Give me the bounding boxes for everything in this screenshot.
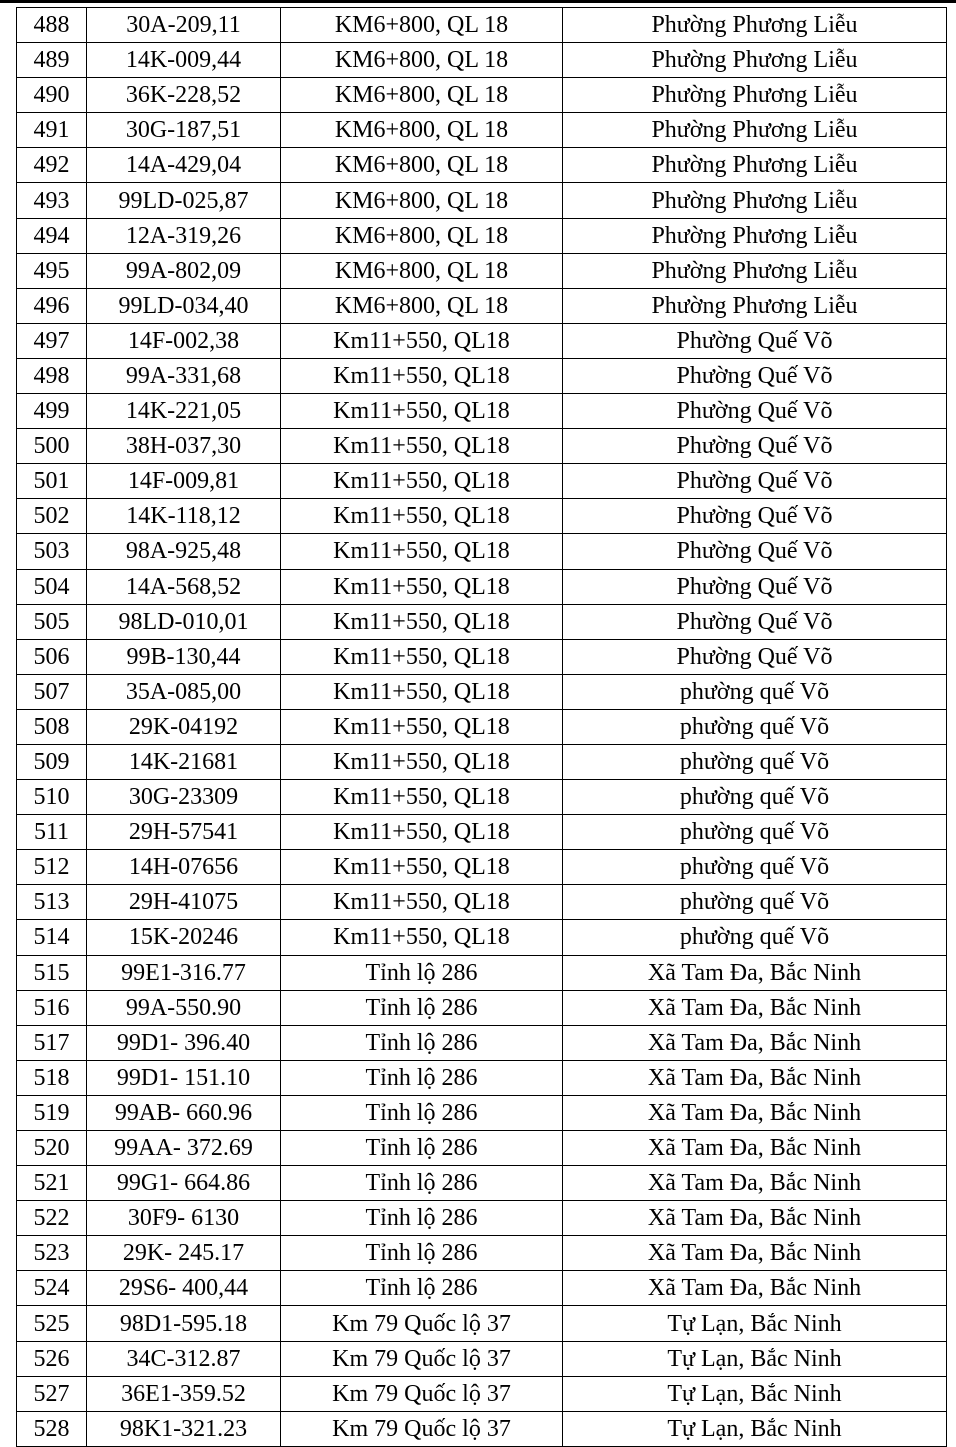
- license-plate-cell: 98A-925,48: [87, 534, 281, 569]
- location-cell: Km11+550, QL18: [281, 464, 563, 499]
- license-plate-cell: 99A-331,68: [87, 358, 281, 393]
- row-number-cell: 519: [17, 1095, 87, 1130]
- ward-cell: Xã Tam Đa, Bắc Ninh: [563, 1095, 947, 1130]
- ward-cell: Tự Lạn, Bắc Ninh: [563, 1306, 947, 1341]
- table-row: [17, 464, 947, 499]
- table-row: [17, 920, 947, 955]
- row-number-cell: 521: [17, 1166, 87, 1201]
- location-cell: Km11+550, QL18: [281, 604, 563, 639]
- table-row: [17, 990, 947, 1025]
- license-plate-cell: 14K-21681: [87, 744, 281, 779]
- location-cell: Tỉnh lộ 286: [281, 1025, 563, 1060]
- table-row: [17, 1025, 947, 1060]
- row-number-cell: 505: [17, 604, 87, 639]
- table-row: [17, 850, 947, 885]
- location-cell: Tỉnh lộ 286: [281, 1201, 563, 1236]
- table-row: [17, 394, 947, 429]
- license-plate-cell: 99E1-316.77: [87, 955, 281, 990]
- location-cell: KM6+800, QL 18: [281, 218, 563, 253]
- license-plate-cell: 98LD-010,01: [87, 604, 281, 639]
- ward-cell: Phường Phương Liễu: [563, 218, 947, 253]
- row-number-cell: 501: [17, 464, 87, 499]
- table-row: [17, 288, 947, 323]
- license-plate-cell: 29H-41075: [87, 885, 281, 920]
- row-number-cell: 496: [17, 288, 87, 323]
- ward-cell: Phường Quế Võ: [563, 358, 947, 393]
- location-cell: Km11+550, QL18: [281, 358, 563, 393]
- location-cell: KM6+800, QL 18: [281, 78, 563, 113]
- table-row: [17, 218, 947, 253]
- row-number-cell: 523: [17, 1236, 87, 1271]
- table-row: [17, 604, 947, 639]
- table-row: [17, 780, 947, 815]
- license-plate-cell: 34C-312.87: [87, 1341, 281, 1376]
- license-plate-cell: 99A-802,09: [87, 253, 281, 288]
- table-row: [17, 1341, 947, 1376]
- ward-cell: Phường Phương Liễu: [563, 43, 947, 78]
- table-row: [17, 674, 947, 709]
- row-number-cell: 518: [17, 1060, 87, 1095]
- license-plate-cell: 99B-130,44: [87, 639, 281, 674]
- location-cell: Km11+550, QL18: [281, 429, 563, 464]
- location-cell: Km11+550, QL18: [281, 499, 563, 534]
- ward-cell: Phường Phương Liễu: [563, 8, 947, 43]
- ward-cell: Xã Tam Đa, Bắc Ninh: [563, 1271, 947, 1306]
- violation-plates-table: [16, 7, 947, 1447]
- location-cell: Km11+550, QL18: [281, 394, 563, 429]
- table-row: [17, 253, 947, 288]
- ward-cell: Tự Lạn, Bắc Ninh: [563, 1411, 947, 1446]
- row-number-cell: 510: [17, 780, 87, 815]
- license-plate-cell: 29K-04192: [87, 709, 281, 744]
- ward-cell: phường quế Võ: [563, 709, 947, 744]
- top-border-rule: [0, 0, 956, 3]
- location-cell: Km11+550, QL18: [281, 815, 563, 850]
- location-cell: KM6+800, QL 18: [281, 43, 563, 78]
- ward-cell: Phường Quế Võ: [563, 394, 947, 429]
- ward-cell: phường quế Võ: [563, 815, 947, 850]
- license-plate-cell: 14H-07656: [87, 850, 281, 885]
- table-row: [17, 639, 947, 674]
- ward-cell: Phường Quế Võ: [563, 323, 947, 358]
- row-number-cell: 526: [17, 1341, 87, 1376]
- location-cell: Km11+550, QL18: [281, 323, 563, 358]
- license-plate-cell: 99D1- 396.40: [87, 1025, 281, 1060]
- license-plate-cell: 30G-23309: [87, 780, 281, 815]
- row-number-cell: 499: [17, 394, 87, 429]
- table-row: [17, 499, 947, 534]
- row-number-cell: 515: [17, 955, 87, 990]
- row-number-cell: 495: [17, 253, 87, 288]
- ward-cell: phường quế Võ: [563, 744, 947, 779]
- ward-cell: Xã Tam Đa, Bắc Ninh: [563, 1131, 947, 1166]
- location-cell: Tỉnh lộ 286: [281, 1131, 563, 1166]
- license-plate-cell: 14F-002,38: [87, 323, 281, 358]
- table-row: [17, 1060, 947, 1095]
- row-number-cell: 490: [17, 78, 87, 113]
- table-row: [17, 183, 947, 218]
- ward-cell: Phường Quế Võ: [563, 499, 947, 534]
- location-cell: Km11+550, QL18: [281, 885, 563, 920]
- location-cell: KM6+800, QL 18: [281, 288, 563, 323]
- row-number-cell: 504: [17, 569, 87, 604]
- license-plate-cell: 99D1- 151.10: [87, 1060, 281, 1095]
- license-plate-cell: 30F9- 6130: [87, 1201, 281, 1236]
- location-cell: Tỉnh lộ 286: [281, 1166, 563, 1201]
- table-row: [17, 113, 947, 148]
- license-plate-cell: 99A-550.90: [87, 990, 281, 1025]
- license-plate-cell: 14K-118,12: [87, 499, 281, 534]
- table-row: [17, 815, 947, 850]
- table-row: [17, 1166, 947, 1201]
- table-row: [17, 709, 947, 744]
- row-number-cell: 514: [17, 920, 87, 955]
- row-number-cell: 507: [17, 674, 87, 709]
- table-row: [17, 885, 947, 920]
- table-row: [17, 1306, 947, 1341]
- ward-cell: Tự Lạn, Bắc Ninh: [563, 1376, 947, 1411]
- location-cell: Km11+550, QL18: [281, 639, 563, 674]
- ward-cell: Phường Quế Võ: [563, 534, 947, 569]
- license-plate-cell: 14A-568,52: [87, 569, 281, 604]
- ward-cell: phường quế Võ: [563, 850, 947, 885]
- location-cell: KM6+800, QL 18: [281, 183, 563, 218]
- table-row: [17, 534, 947, 569]
- location-cell: Tỉnh lộ 286: [281, 1236, 563, 1271]
- ward-cell: Xã Tam Đa, Bắc Ninh: [563, 955, 947, 990]
- row-number-cell: 497: [17, 323, 87, 358]
- table-row: [17, 955, 947, 990]
- ward-cell: Xã Tam Đa, Bắc Ninh: [563, 1060, 947, 1095]
- row-number-cell: 494: [17, 218, 87, 253]
- license-plate-cell: 38H-037,30: [87, 429, 281, 464]
- row-number-cell: 527: [17, 1376, 87, 1411]
- license-plate-cell: 30G-187,51: [87, 113, 281, 148]
- ward-cell: Phường Quế Võ: [563, 464, 947, 499]
- table-body: [17, 8, 947, 1447]
- location-cell: Km11+550, QL18: [281, 920, 563, 955]
- ward-cell: Phường Phương Liễu: [563, 113, 947, 148]
- location-cell: Km 79 Quốc lộ 37: [281, 1306, 563, 1341]
- location-cell: Km11+550, QL18: [281, 850, 563, 885]
- location-cell: Km 79 Quốc lộ 37: [281, 1411, 563, 1446]
- location-cell: Km11+550, QL18: [281, 534, 563, 569]
- row-number-cell: 516: [17, 990, 87, 1025]
- ward-cell: Xã Tam Đa, Bắc Ninh: [563, 990, 947, 1025]
- license-plate-cell: 99AA- 372.69: [87, 1131, 281, 1166]
- location-cell: Km11+550, QL18: [281, 569, 563, 604]
- table-row: [17, 43, 947, 78]
- license-plate-cell: 12A-319,26: [87, 218, 281, 253]
- table-row: [17, 1376, 947, 1411]
- license-plate-cell: 29H-57541: [87, 815, 281, 850]
- license-plate-cell: 35A-085,00: [87, 674, 281, 709]
- license-plate-cell: 36K-228,52: [87, 78, 281, 113]
- location-cell: Tỉnh lộ 286: [281, 1271, 563, 1306]
- ward-cell: Phường Phương Liễu: [563, 288, 947, 323]
- location-cell: KM6+800, QL 18: [281, 113, 563, 148]
- location-cell: Km11+550, QL18: [281, 780, 563, 815]
- location-cell: Km11+550, QL18: [281, 674, 563, 709]
- ward-cell: Phường Phương Liễu: [563, 78, 947, 113]
- table-row: [17, 1271, 947, 1306]
- ward-cell: Xã Tam Đa, Bắc Ninh: [563, 1166, 947, 1201]
- license-plate-cell: 15K-20246: [87, 920, 281, 955]
- row-number-cell: 525: [17, 1306, 87, 1341]
- license-plate-cell: 14F-009,81: [87, 464, 281, 499]
- row-number-cell: 488: [17, 8, 87, 43]
- location-cell: Tỉnh lộ 286: [281, 990, 563, 1025]
- ward-cell: phường quế Võ: [563, 885, 947, 920]
- table-row: [17, 1411, 947, 1446]
- table-row: [17, 1236, 947, 1271]
- location-cell: Km 79 Quốc lộ 37: [281, 1341, 563, 1376]
- license-plate-cell: 14A-429,04: [87, 148, 281, 183]
- row-number-cell: 491: [17, 113, 87, 148]
- license-plate-cell: 14K-009,44: [87, 43, 281, 78]
- table-row: [17, 8, 947, 43]
- table-row: [17, 429, 947, 464]
- license-plate-cell: 29S6- 400,44: [87, 1271, 281, 1306]
- location-cell: Tỉnh lộ 286: [281, 955, 563, 990]
- ward-cell: Phường Phương Liễu: [563, 253, 947, 288]
- row-number-cell: 492: [17, 148, 87, 183]
- location-cell: KM6+800, QL 18: [281, 253, 563, 288]
- table-row: [17, 1201, 947, 1236]
- table-row: [17, 569, 947, 604]
- ward-cell: Phường Quế Võ: [563, 429, 947, 464]
- ward-cell: Xã Tam Đa, Bắc Ninh: [563, 1236, 947, 1271]
- ward-cell: Xã Tam Đa, Bắc Ninh: [563, 1025, 947, 1060]
- location-cell: Tỉnh lộ 286: [281, 1060, 563, 1095]
- license-plate-cell: 29K- 245.17: [87, 1236, 281, 1271]
- row-number-cell: 508: [17, 709, 87, 744]
- table-row: [17, 1095, 947, 1130]
- table-row: [17, 78, 947, 113]
- ward-cell: Phường Phương Liễu: [563, 148, 947, 183]
- row-number-cell: 489: [17, 43, 87, 78]
- license-plate-cell: 99AB- 660.96: [87, 1095, 281, 1130]
- location-cell: Km 79 Quốc lộ 37: [281, 1376, 563, 1411]
- row-number-cell: 511: [17, 815, 87, 850]
- ward-cell: Phường Quế Võ: [563, 604, 947, 639]
- table-row: [17, 323, 947, 358]
- row-number-cell: 528: [17, 1411, 87, 1446]
- ward-cell: phường quế Võ: [563, 920, 947, 955]
- location-cell: Tỉnh lộ 286: [281, 1095, 563, 1130]
- license-plate-cell: 36E1-359.52: [87, 1376, 281, 1411]
- ward-cell: Phường Quế Võ: [563, 569, 947, 604]
- ward-cell: phường quế Võ: [563, 780, 947, 815]
- ward-cell: Phường Quế Võ: [563, 639, 947, 674]
- row-number-cell: 500: [17, 429, 87, 464]
- license-plate-cell: 30A-209,11: [87, 8, 281, 43]
- license-plate-cell: 98K1-321.23: [87, 1411, 281, 1446]
- ward-cell: Phường Phương Liễu: [563, 183, 947, 218]
- row-number-cell: 520: [17, 1131, 87, 1166]
- row-number-cell: 512: [17, 850, 87, 885]
- row-number-cell: 522: [17, 1201, 87, 1236]
- row-number-cell: 517: [17, 1025, 87, 1060]
- license-plate-cell: 98D1-595.18: [87, 1306, 281, 1341]
- location-cell: KM6+800, QL 18: [281, 148, 563, 183]
- license-plate-cell: 14K-221,05: [87, 394, 281, 429]
- row-number-cell: 524: [17, 1271, 87, 1306]
- row-number-cell: 502: [17, 499, 87, 534]
- table-row: [17, 148, 947, 183]
- ward-cell: phường quế Võ: [563, 674, 947, 709]
- location-cell: Km11+550, QL18: [281, 744, 563, 779]
- table-row: [17, 358, 947, 393]
- license-plate-cell: 99LD-025,87: [87, 183, 281, 218]
- location-cell: KM6+800, QL 18: [281, 8, 563, 43]
- table-row: [17, 1131, 947, 1166]
- ward-cell: Xã Tam Đa, Bắc Ninh: [563, 1201, 947, 1236]
- ward-cell: Tự Lạn, Bắc Ninh: [563, 1341, 947, 1376]
- row-number-cell: 513: [17, 885, 87, 920]
- license-plate-cell: 99G1- 664.86: [87, 1166, 281, 1201]
- row-number-cell: 503: [17, 534, 87, 569]
- row-number-cell: 498: [17, 358, 87, 393]
- location-cell: Km11+550, QL18: [281, 709, 563, 744]
- row-number-cell: 509: [17, 744, 87, 779]
- license-plate-cell: 99LD-034,40: [87, 288, 281, 323]
- row-number-cell: 493: [17, 183, 87, 218]
- table-row: [17, 744, 947, 779]
- row-number-cell: 506: [17, 639, 87, 674]
